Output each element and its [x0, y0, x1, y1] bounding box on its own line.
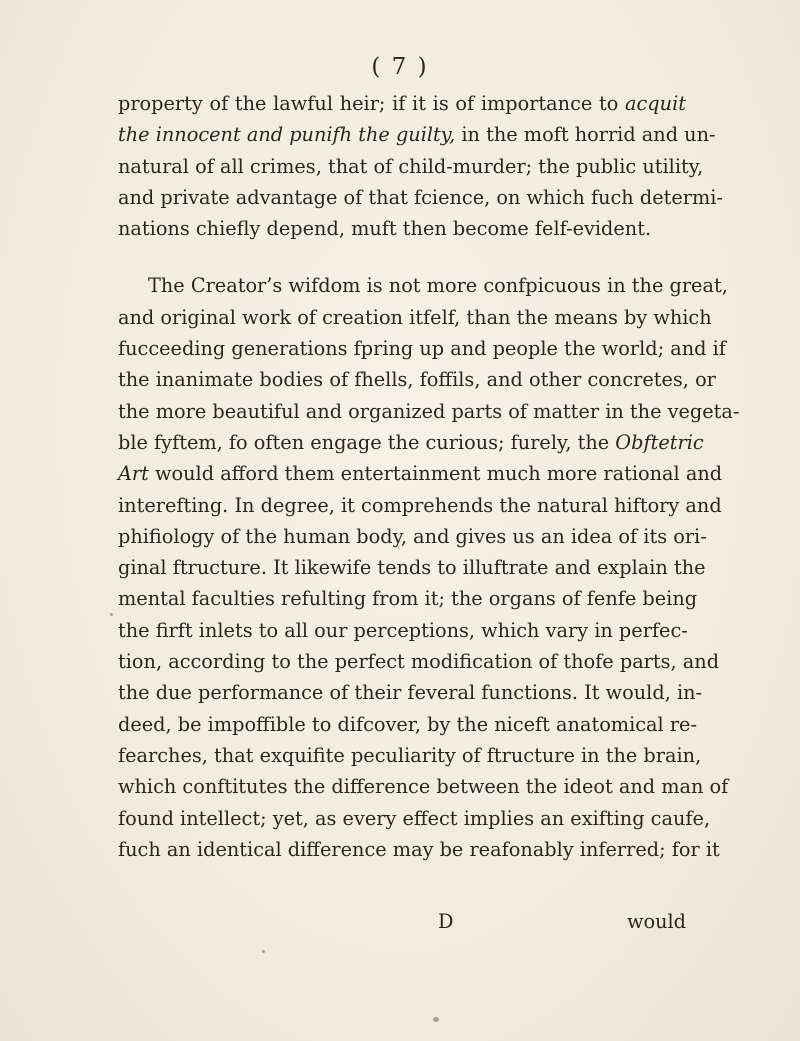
text-line: fucceeding generations fpring up and people the world; and if: [118, 337, 726, 361]
body-text: [118, 88, 740, 865]
text-line: interefting. In degree, it comprehends the natural hiftory and: [118, 493, 722, 517]
paragraph-1: [118, 88, 723, 244]
text-line: found intellect; yet, as every effect implies an exifting caufe,: [118, 806, 711, 830]
text-line: the innocent and punifh the guilty, in the moft horrid and un-: [118, 123, 716, 147]
text-line: natural of all crimes, that of child-murder; the public utility,: [118, 154, 704, 178]
text-line: mental faculties refulting from it; the organs of fenfe being: [118, 587, 698, 611]
text-line: and private advantage of that fcience, on which fuch determi-: [118, 185, 723, 209]
paragraph-2: [118, 270, 740, 865]
catchword: would: [626, 910, 686, 933]
text-line: ble fyftem, fo often engage the curious; furely, the Obftetric: [118, 430, 704, 454]
text-line: which conftitutes the difference between the ideot and man of: [118, 775, 729, 799]
text-line: the more beautiful and organized parts of matter in the vegeta-: [118, 399, 740, 423]
paper-speck: [110, 613, 113, 616]
text-line: tion, according to the perfect modification of thofe parts, and: [118, 650, 720, 674]
text-line: the firft inlets to all our perceptions, which vary in perfec-: [118, 618, 688, 642]
text-line: Art would afford them entertainment much more rational and: [118, 462, 723, 486]
text-line: the due performance of their feveral functions. It would, in-: [118, 681, 703, 705]
text-line: and original work of creation itfelf, than the means by which: [118, 305, 712, 329]
text-line: nations chiefly depend, muft then become felf-evident.: [118, 217, 652, 241]
text-line: ginal ftructure. It likewife tends to illuftrate and explain the: [118, 556, 706, 580]
signature-mark: D: [438, 910, 454, 933]
text-line: deed, be impoffible to difcover, by the niceft anatomical re-: [118, 712, 697, 736]
paper-speck: [262, 950, 265, 953]
paper-speck: [433, 1017, 439, 1022]
text-line: The Creator’s wifdom is not more confpicuous in the great,: [148, 274, 728, 298]
text-line: property of the lawful heir; if it is of importance to acquit: [118, 92, 686, 115]
text-line: phifiology of the human body, and gives us an idea of its ori-: [118, 524, 707, 548]
page-number: ( 7 ): [371, 54, 429, 80]
text-line: fearches, that exquifite peculiarity of ftructure in the brain,: [118, 743, 702, 767]
text-line: fuch an identical difference may be reafonably inferred; for it: [118, 837, 720, 861]
text-line: the inanimate bodies of fhells, foffils, and other concretes, or: [118, 368, 716, 392]
